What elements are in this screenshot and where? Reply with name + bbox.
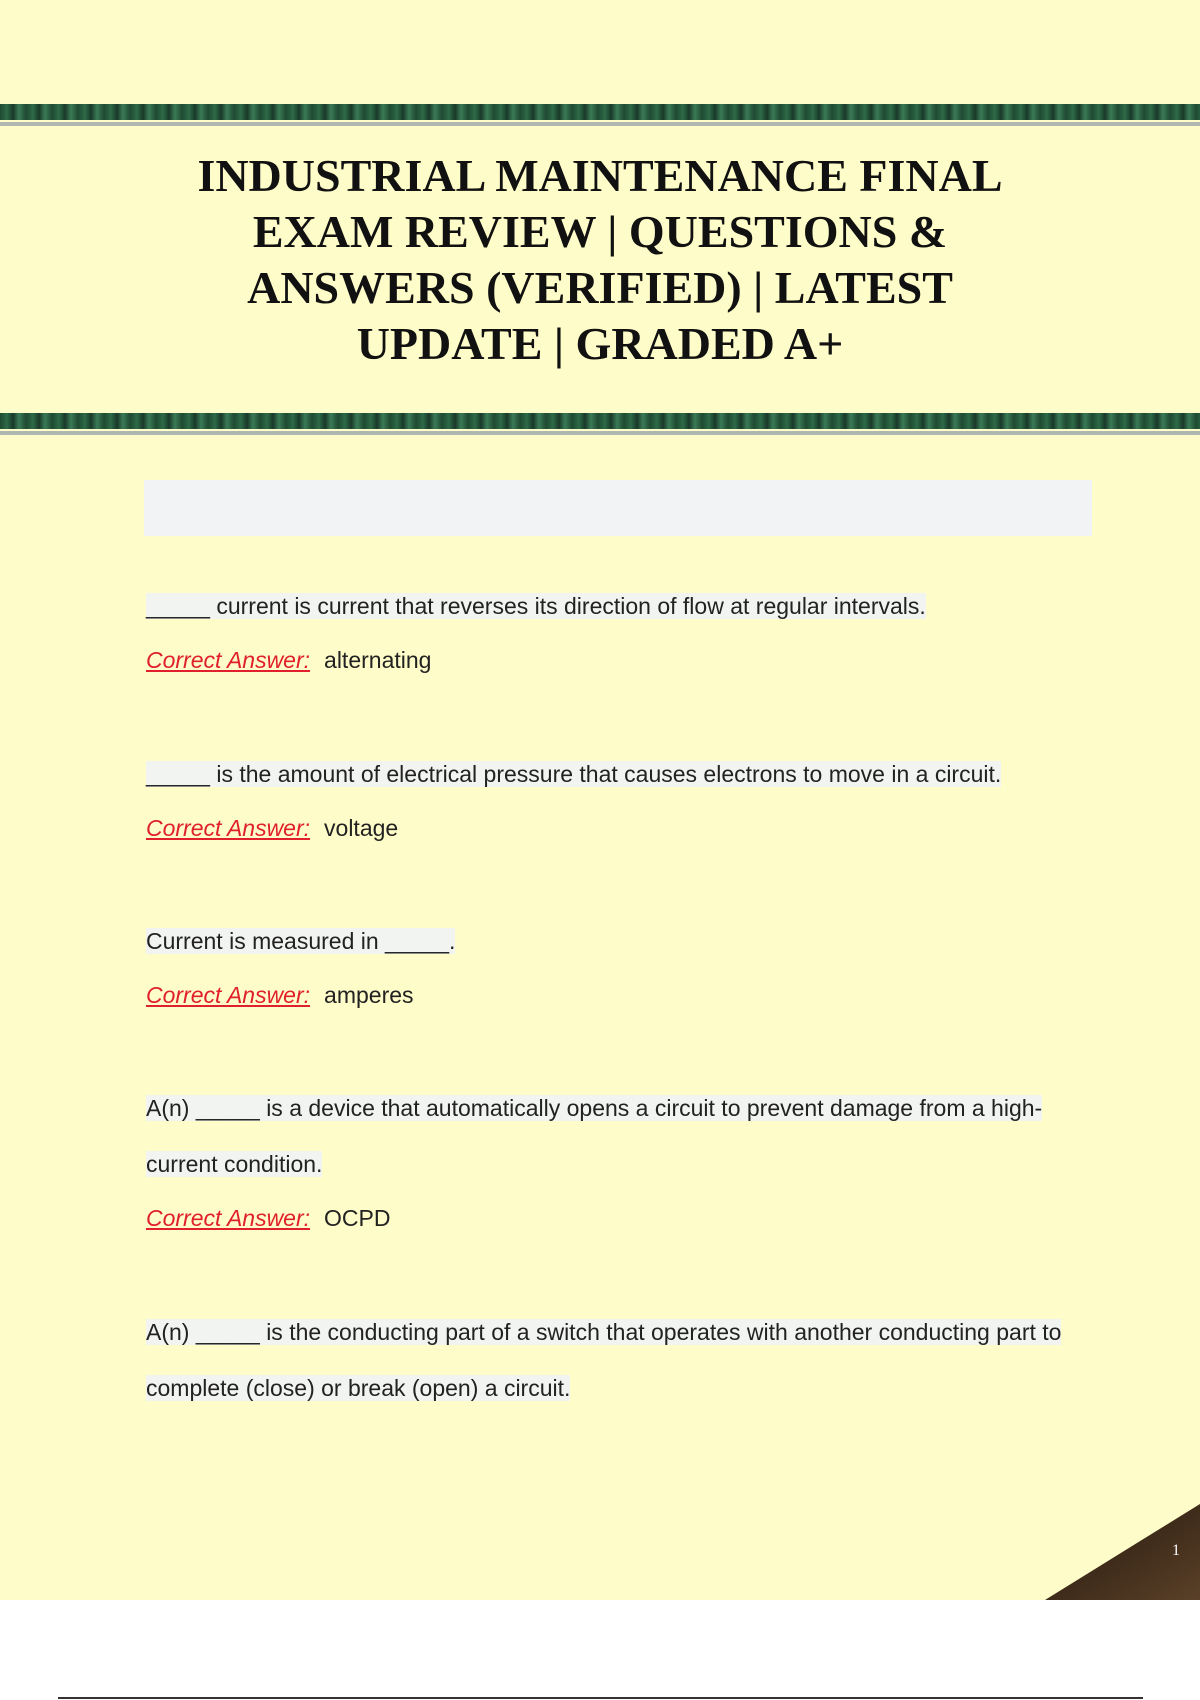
answer-value: alternating <box>324 647 432 673</box>
correct-answer-label: Correct Answer: <box>146 1205 311 1231</box>
qa-item-5 <box>146 1304 1086 1416</box>
decorative-band-top <box>0 104 1200 120</box>
qa-item-1 <box>146 578 1086 686</box>
answer-value: amperes <box>324 982 414 1008</box>
footer-divider <box>58 1697 1143 1699</box>
question-text: Current is measured in _____. <box>146 928 456 954</box>
decorative-band-bottom <box>0 413 1200 429</box>
question-text: A(n) _____ is a device that automatically opens a circuit to prevent damage from a high-current condition. <box>146 1095 1043 1177</box>
answer-value: voltage <box>324 815 399 841</box>
question-text: _____ current is current that reverses its direction of flow at regular intervals. <box>146 593 926 619</box>
correct-answer-label: Correct Answer: <box>146 815 311 841</box>
correct-answer-label: Correct Answer: <box>146 647 311 673</box>
answer-row <box>146 802 1086 854</box>
question-text: A(n) _____ is the conducting part of a switch that operates with another conducting part to complete (close) or break (open) a circuit. <box>146 1319 1062 1401</box>
question-text: _____ is the amount of electrical pressure that causes electrons to move in a circuit. <box>146 761 1002 787</box>
qa-item-3 <box>146 913 1086 1021</box>
answer-row <box>146 634 1086 686</box>
page-title: INDUSTRIAL MAINTENANCE FINAL EXAM REVIEW | QUESTIONS & ANSWERS (VERIFIED) | LATEST UPDATE | GRADED A+ <box>197 150 1003 369</box>
page-number: 1 <box>1172 1542 1180 1559</box>
correct-answer-label: Correct Answer: <box>146 982 311 1008</box>
answer-value: OCPD <box>324 1205 391 1231</box>
answer-row <box>146 1192 1086 1244</box>
qa-item-4 <box>146 1080 1086 1244</box>
qa-item-2 <box>146 746 1086 854</box>
answer-row <box>146 969 1086 1021</box>
highlight-box <box>144 480 1092 536</box>
